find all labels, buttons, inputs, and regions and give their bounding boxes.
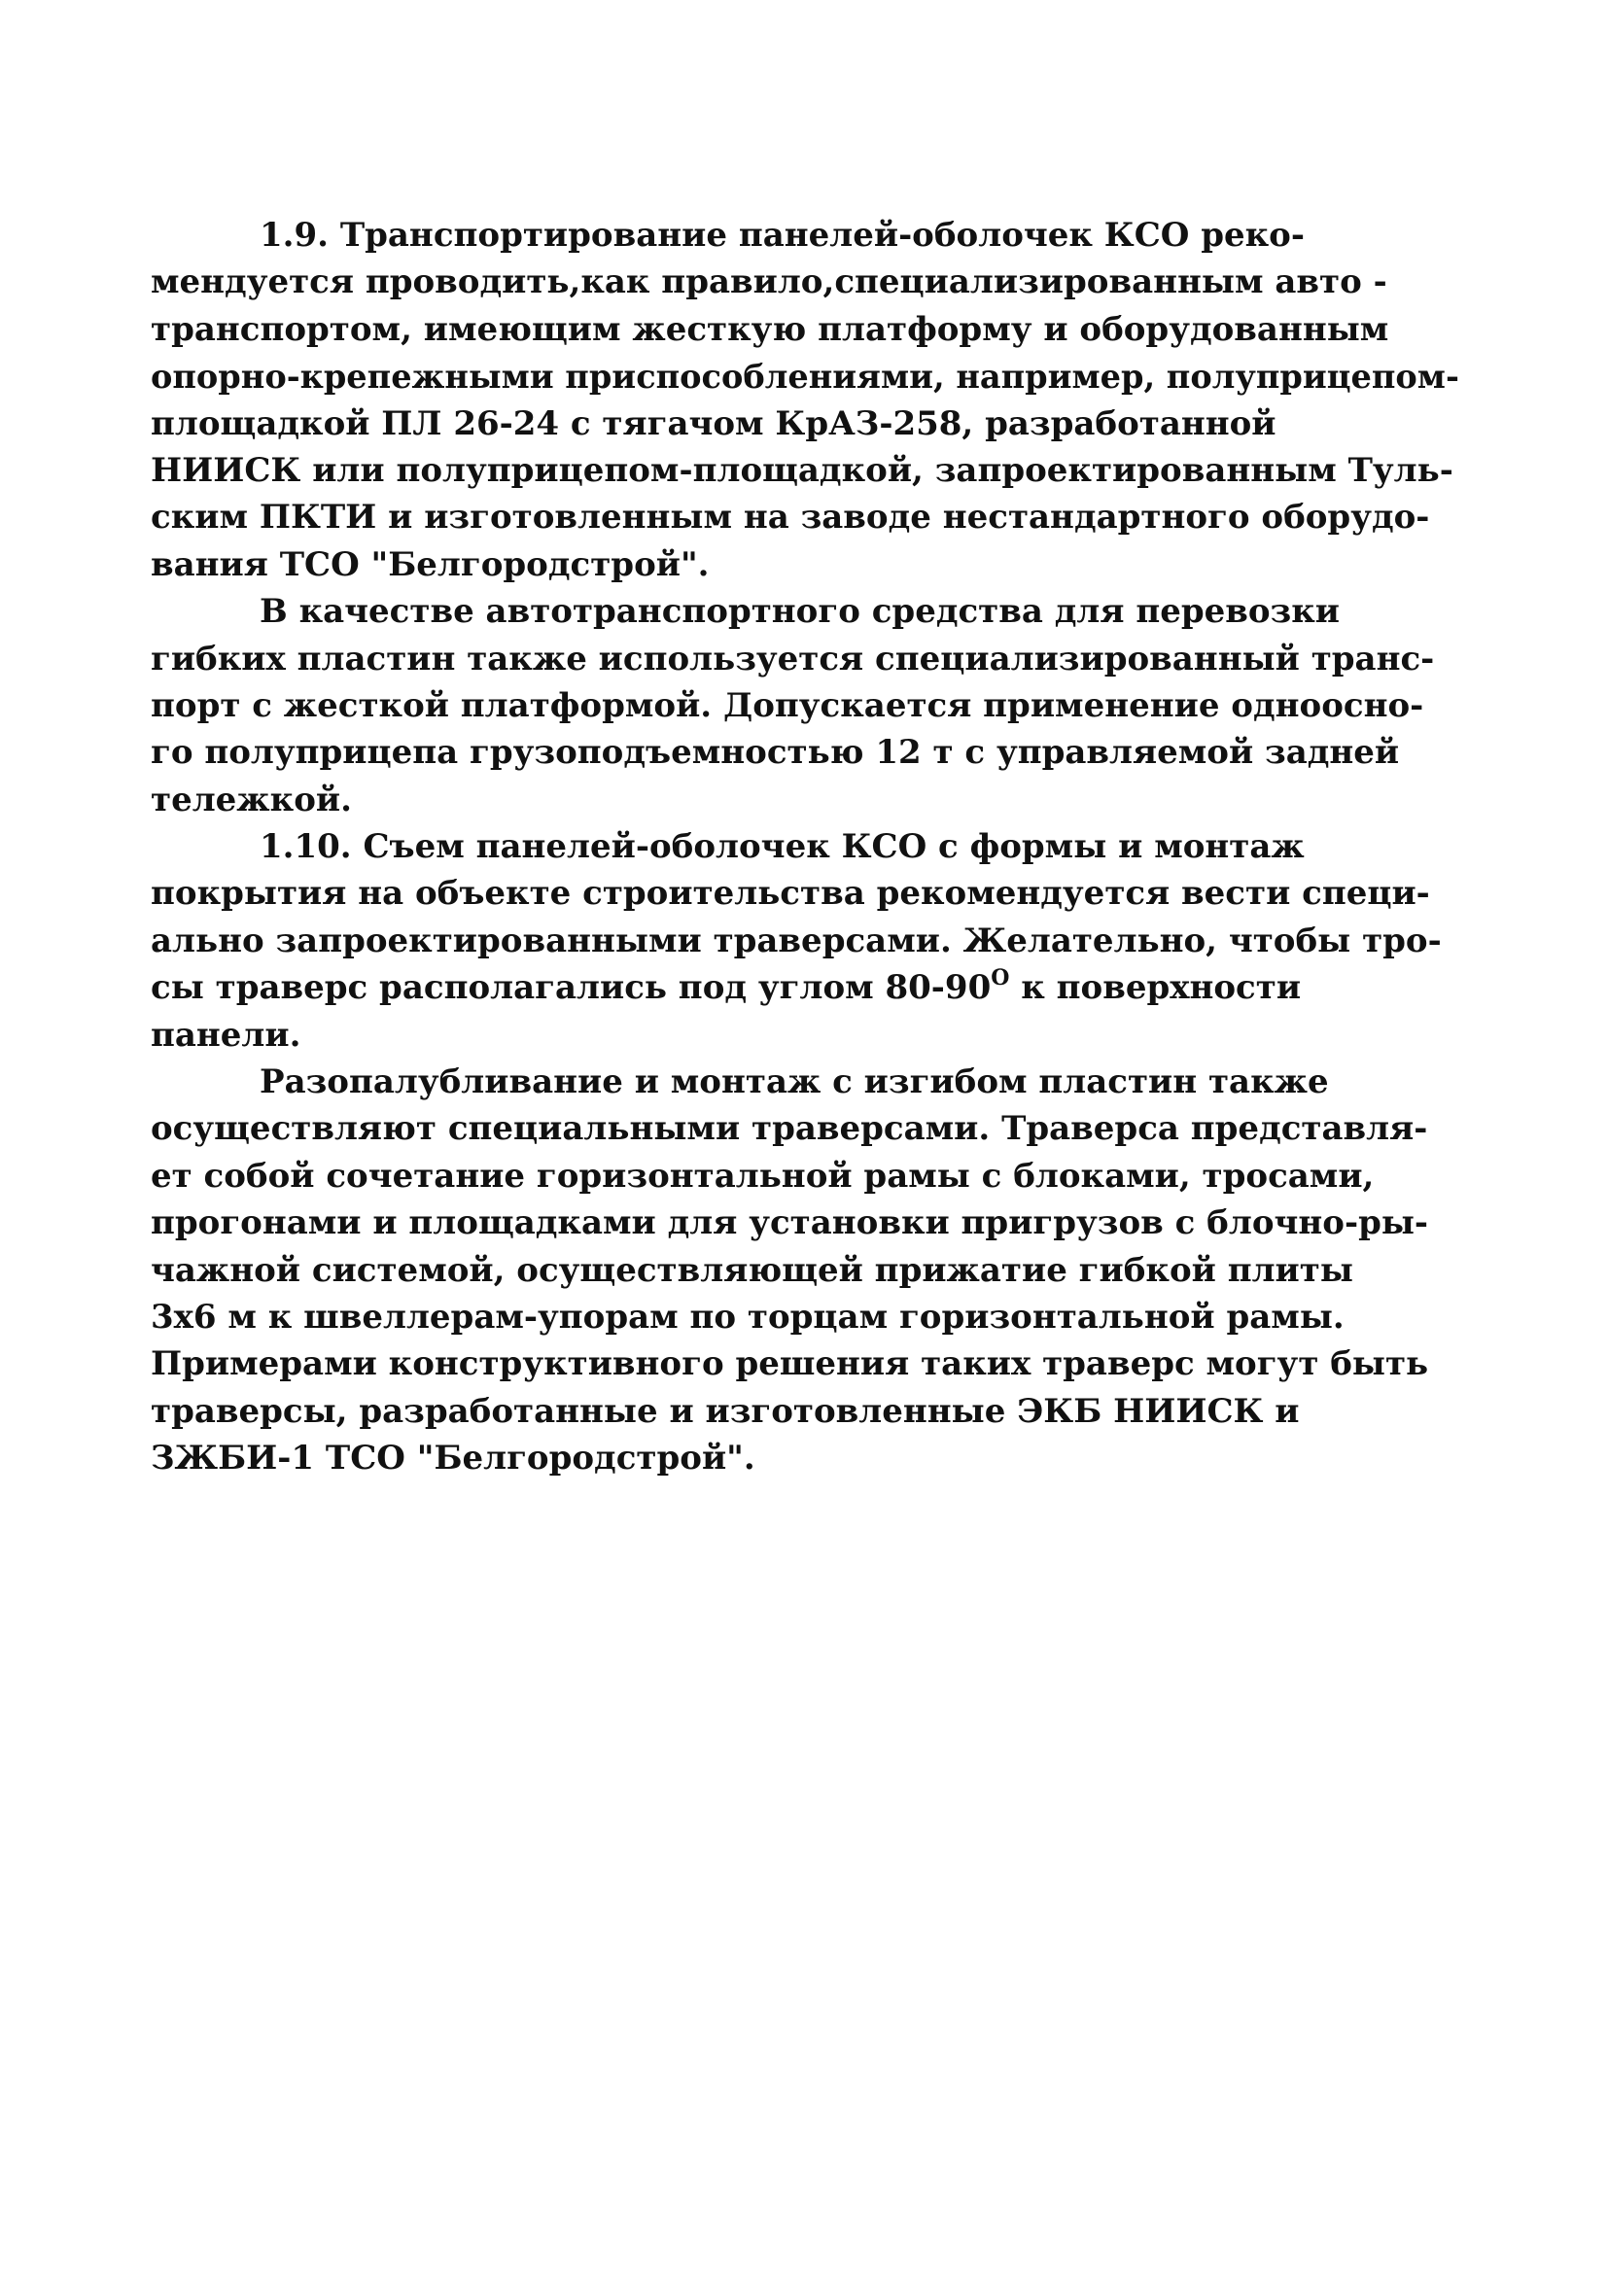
text-line: 3х6 м к швеллерам-упорам по торцам горизонтальной рамы. xyxy=(151,1297,1345,1337)
degree-superscript: О xyxy=(991,965,1010,991)
text-line: тележкой. xyxy=(151,780,352,819)
text-line: панели. xyxy=(151,1015,301,1055)
text-fragment: к поверхности xyxy=(1009,968,1302,1008)
text-line-with-superscript xyxy=(151,964,1473,1011)
text-line: прогонами и площадками для установки пригрузов с блочно-ры- xyxy=(151,1203,1429,1243)
text-line: вания ТСО "Белгородстрой". xyxy=(151,544,710,584)
text-line: ским ПКТИ и изготовленным на заводе нестандартного оборудо- xyxy=(151,498,1430,538)
text-line: транспортом, имеющим жесткую платформу и оборудованным xyxy=(151,309,1389,349)
text-line: осуществляют специальными траверсами. Траверса представля- xyxy=(151,1109,1428,1149)
text-line: ЗЖБИ-1 ТСО "Белгородстрой". xyxy=(151,1439,755,1478)
text-line: гибких пластин также используется специализированный транс- xyxy=(151,639,1435,678)
text-line: ально запроектированными траверсами. Желательно, чтобы тро- xyxy=(151,921,1442,960)
text-line: НИИСК или полуприцепом-площадкой, запроектированным Туль- xyxy=(151,450,1453,490)
text-line: покрытия на объекте строительства рекомендуется вести специ- xyxy=(151,874,1430,914)
text-line: чажной системой, осуществляющей прижатие гибкой плиты xyxy=(151,1250,1353,1290)
text-line: 1.9. Транспортирование панелей-оболочек КСО реко- xyxy=(260,216,1305,255)
text-line: площадкой ПЛ 26-24 с тягачом КрАЗ-258, разработанной xyxy=(151,403,1276,443)
text-line: Разопалубливание и монтаж с изгибом пластин также xyxy=(260,1062,1329,1102)
text-line: порт с жесткой платформой. Допускается применение одноосно- xyxy=(151,685,1424,725)
text-line: го полуприцепа грузоподъемностью 12 т с управляемой задней xyxy=(151,733,1400,773)
text-line: траверсы, разработанные и изготовленные ЭКБ НИИСК и xyxy=(151,1391,1300,1431)
text-line: мендуется проводить,как правило,специализированным авто - xyxy=(151,262,1387,302)
text-line: 1.10. Съем панелей-оболочек КСО с формы и монтаж xyxy=(260,827,1305,867)
text-line: опорно-крепежными приспособлениями, например, полуприцепом- xyxy=(151,357,1459,397)
text-line: В качестве автотранспортного средства для перевозки xyxy=(260,592,1341,632)
text-line: ет собой сочетание горизонтальной рамы с блоками, тросами, xyxy=(151,1156,1375,1196)
document-body xyxy=(151,212,1473,1482)
text-line: Примерами конструктивного решения таких траверс могут быть xyxy=(151,1344,1429,1384)
text-fragment: сы траверс располагались под углом 80-90 xyxy=(151,968,992,1008)
